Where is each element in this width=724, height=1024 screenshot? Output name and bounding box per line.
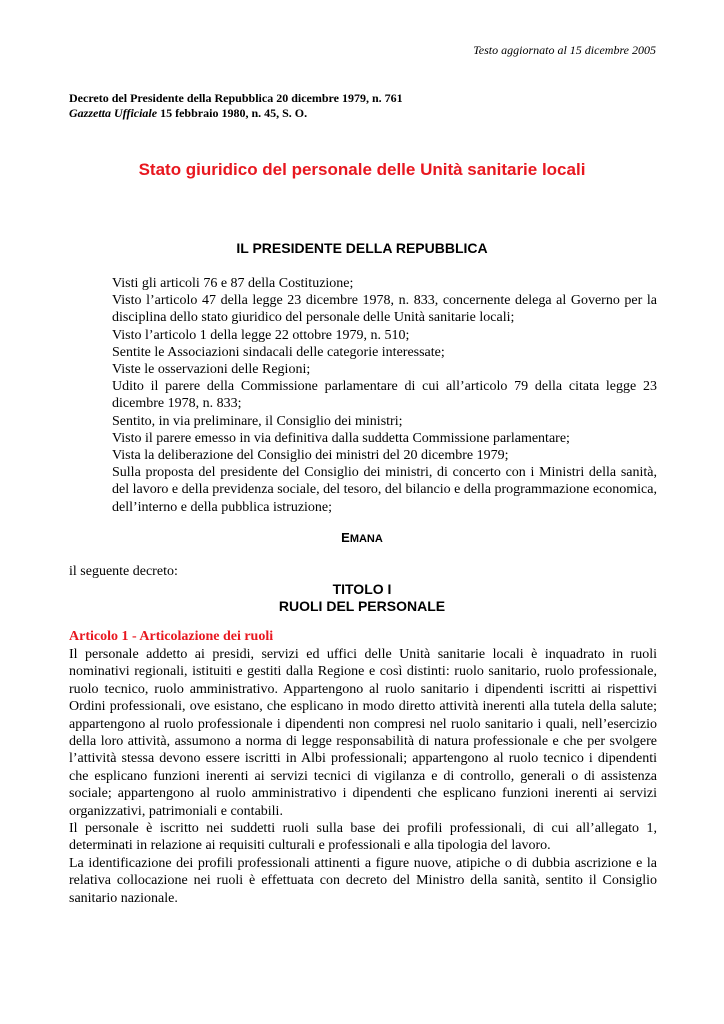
article-paragraph: La identificazione dei profili professionali attinenti a figure nuove, atipiche o di dubbia ascrizione e la relativa collocazione nei ruoli è effettuata con decreto del Ministro della sanità, sentito il Consiglio sanitario nazionale. bbox=[69, 855, 657, 906]
decree-line: Decreto del Presidente della Repubblica 20 dicembre 1979, n. 761 bbox=[69, 91, 403, 105]
emana-heading bbox=[0, 530, 724, 545]
article-paragraph: Il personale è iscritto nei suddetti ruoli sulla base dei profili professionali, di cui all’allegato 1, determinati in relazione ai requisiti culturali e professionali e alla tipologia del lavoro. bbox=[69, 821, 657, 854]
article-body bbox=[69, 646, 657, 907]
president-heading: IL PRESIDENTE DELLA REPUBBLICA bbox=[236, 240, 488, 256]
article-paragraph: Il personale addetto ai presidi, servizi ed uffici delle Unità sanitarie locali è inquadrato in ruoli nominativi regionali, istituiti e gestiti dalla Regione e così distinti: ruolo sanitario, ruolo professionale, ruolo tecnico, ruolo amministrativo. Appartengono al ruolo sanitario i dipendenti iscritti ai rispettivi Ordini professionali, ove esistano, che esplicano in modo diretto attività inerenti alla tutela della salute; appartengono al ruolo professionale i dipendenti non compresi nel ruolo sanitario i quali, nell’esercizio della loro attività, assumono a norma di legge responsabilità di natura professionale e che per svolgere l’attività stessa devono essere iscritti in Albi professionali; appartengono al ruolo tecnico i dipendenti che esplicano funzioni inerenti ai servizi tecnici di vigilanza e di controllo, generali o di assistenza sociale; appartengono al ruolo amministrativo i dipendenti che esplicano funzioni inerenti ai servizi organizzativi, patrimoniali e contabili. bbox=[69, 647, 657, 819]
title-number: TITOLO I bbox=[332, 581, 392, 597]
update-note: Testo aggiornato al 15 dicembre 2005 bbox=[473, 43, 656, 57]
recital-item: Visto l’articolo 47 della legge 23 dicembre 1978, n. 833, concernente delega al Governo per la disciplina dello stato giuridico del personale delle Unità sanitarie locali; bbox=[112, 293, 657, 326]
recital-item: Visto l’articolo 1 della legge 22 ottobre 1979, n. 510; bbox=[112, 327, 410, 343]
title-heading bbox=[0, 581, 724, 615]
article-heading: Articolo 1 - Articolazione dei ruoli bbox=[69, 629, 274, 644]
decree-reference bbox=[69, 91, 403, 121]
recital-item: Viste le osservazioni delle Regioni; bbox=[112, 362, 311, 378]
recital-item: Visto il parere emesso in via definitiva dalla suddetta Commissione parlamentare; bbox=[112, 430, 570, 446]
gazette-details: 15 febbraio 1980, n. 45, S. O. bbox=[157, 106, 308, 120]
recital-item: Sentito, in via preliminare, il Consiglio dei ministri; bbox=[112, 413, 403, 429]
emana-rest: MANA bbox=[349, 533, 383, 545]
recital-item: Sentite le Associazioni sindacali delle categorie interessate; bbox=[112, 344, 445, 360]
recital-item: Visti gli articoli 76 e 87 della Costituzione; bbox=[112, 276, 354, 291]
recital-item: Vista la deliberazione del Consiglio dei ministri del 20 dicembre 1979; bbox=[112, 448, 509, 464]
gazette-line bbox=[69, 106, 403, 121]
gazette-label: Gazzetta Ufficiale bbox=[69, 106, 158, 120]
following-decree-text: il seguente decreto: bbox=[69, 564, 178, 579]
recital-item: Udito il parere della Commissione parlamentare di cui all’articolo 79 della citata legge 23 dicembre 1978, n. 833; bbox=[112, 379, 657, 412]
recital-item: Sulla proposta del presidente del Consiglio dei ministri, di concerto con i Ministri della sanità, del lavoro e della previdenza sociale, del tesoro, del bilancio e della programmazione economica, dell’interno e della pubblica istruzione; bbox=[112, 465, 657, 515]
document-title: Stato giuridico del personale delle Unità sanitarie locali bbox=[138, 160, 586, 179]
emana-initial: E bbox=[341, 530, 350, 545]
recitals-list bbox=[112, 275, 657, 516]
title-name: RUOLI DEL PERSONALE bbox=[278, 598, 446, 614]
